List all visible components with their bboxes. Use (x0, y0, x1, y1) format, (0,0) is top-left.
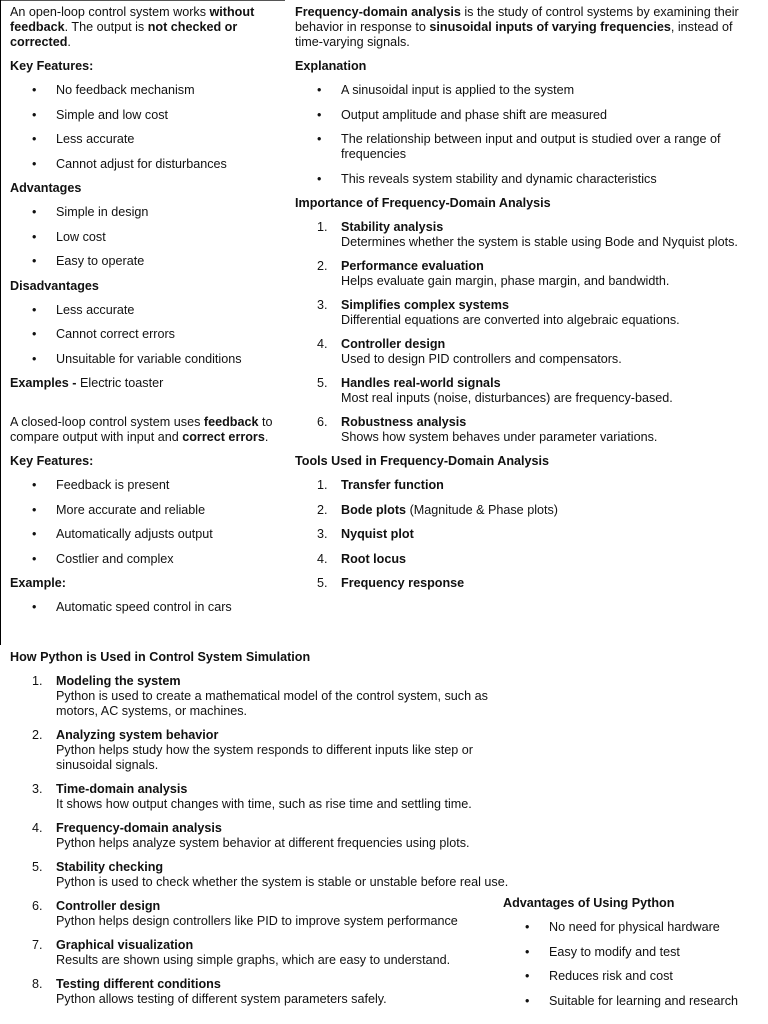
explanation-list (295, 83, 757, 187)
list-item: • More accurate and reliable (10, 503, 286, 518)
list-number: 2. (317, 259, 328, 273)
list-item-title: Controller design (56, 899, 161, 913)
list-number: 7. (32, 938, 43, 952)
list-number: 4. (317, 551, 328, 566)
list-item-title: Time-domain analysis (56, 782, 188, 796)
list-item: • Less accurate (10, 303, 286, 318)
open-loop-key-features-heading: Key Features: (10, 59, 94, 73)
frequency-intro: Frequency-domain analysis is the study of control systems by examining their behavior in response to sinusoidal inputs of varying frequencies, instead of time-varying signals. (295, 5, 739, 49)
list-item: • Less accurate (10, 132, 286, 147)
tools-list (295, 478, 757, 591)
list-item (295, 478, 757, 493)
list-item: • Easy to operate (10, 254, 286, 269)
explanation-heading: Explanation (295, 59, 367, 73)
python-advantages-heading: Advantages of Using Python (503, 896, 675, 910)
list-item: • No need for physical hardware (503, 920, 761, 935)
list-number: 3. (317, 527, 328, 541)
python-heading: How Python is Used in Control System Simulation (10, 650, 311, 664)
python-usage-list (10, 674, 510, 1007)
list-item (10, 977, 510, 1007)
list-item-desc: Python allows testing of different system parameters safely. (56, 992, 387, 1006)
list-item-desc: Results are shown using simple graphs, which are easy to understand. (56, 953, 451, 967)
list-item (10, 728, 510, 773)
right-column (295, 5, 757, 601)
list-item: • The relationship between input and output is studied over a range of frequencies (295, 132, 757, 162)
list-item-desc: Determines whether the system is stable using Bode and Nyquist plots. (341, 235, 738, 249)
left-divider (0, 0, 1, 645)
list-item: • Suitable for learning and research (503, 994, 761, 1009)
list-item: • Costlier and complex (10, 552, 286, 567)
list-item-desc: Shows how system behaves under parameter variations. (341, 430, 658, 444)
list-item-title: Stability checking (56, 860, 164, 874)
closed-loop-example-heading: Example: (10, 576, 66, 590)
list-item-title: Frequency-domain analysis (56, 821, 222, 835)
list-item-title: Testing different conditions (56, 977, 221, 991)
list-item-title: Modeling the system (56, 674, 181, 688)
closed-loop-key-features-list (10, 478, 286, 567)
list-item (295, 576, 757, 591)
list-item: • Easy to modify and test (503, 945, 761, 960)
list-number: 6. (317, 415, 328, 429)
list-item (295, 220, 757, 250)
list-item-desc: Differential equations are converted into algebraic equations. (341, 313, 680, 327)
list-number: 3. (317, 298, 328, 312)
list-item (10, 821, 510, 851)
closed-loop-examples-list (10, 600, 286, 615)
list-item (295, 337, 757, 367)
list-item-desc: Helps evaluate gain margin, phase margin, and bandwidth. (341, 274, 670, 288)
list-item-title: Simplifies complex systems (341, 298, 509, 312)
list-item-title: Analyzing system behavior (56, 728, 219, 742)
list-item: • Automatically adjusts output (10, 527, 286, 542)
list-item-title: Stability analysis (341, 220, 444, 234)
list-item-desc: It shows how output changes with time, such as rise time and settling time. (56, 797, 472, 811)
list-item: • Automatic speed control in cars (10, 600, 286, 615)
list-item: • Reduces risk and cost (503, 969, 761, 984)
list-item-title: Frequency response (341, 576, 465, 590)
closed-loop-key-features-heading: Key Features: (10, 454, 94, 468)
list-number: 4. (317, 337, 328, 351)
list-item: • Unsuitable for variable conditions (10, 352, 286, 367)
list-number: 4. (32, 821, 43, 835)
list-item-title: Handles real-world signals (341, 376, 501, 390)
list-item-title: Performance evaluation (341, 259, 484, 273)
list-number: 1. (32, 674, 43, 688)
open-loop-intro: An open-loop control system works without feedback. The output is not checked or corrected. (10, 5, 255, 49)
list-item-title: Bode plots (341, 502, 407, 517)
list-item (295, 415, 757, 445)
list-item (10, 938, 510, 968)
list-number: 1. (317, 220, 328, 234)
list-item: • Feedback is present (10, 478, 286, 493)
list-item (10, 782, 510, 812)
python-advantages-section (503, 896, 761, 1018)
list-number: 5. (317, 576, 328, 590)
open-loop-key-features-list (10, 83, 286, 172)
list-item: • Simple in design (10, 205, 286, 220)
list-item (295, 527, 757, 542)
list-item-title: Nyquist plot (341, 527, 414, 541)
closed-loop-intro: A closed-loop control system uses feedback to compare output with input and correct errors. (10, 415, 273, 444)
list-item-title: Robustness analysis (341, 415, 467, 429)
list-item (10, 860, 510, 890)
list-item: • This reveals system stability and dynamic characteristics (295, 172, 757, 187)
open-loop-advantages-heading: Advantages (10, 181, 82, 195)
list-item-title: Controller design (341, 337, 446, 351)
list-item: • Cannot adjust for disturbances (10, 157, 286, 172)
list-item-desc: Python helps design controllers like PID to improve system performance (56, 914, 458, 928)
list-item (295, 503, 757, 518)
list-item: • No feedback mechanism (10, 83, 286, 98)
list-number: 3. (32, 782, 43, 796)
list-item: • Low cost (10, 230, 286, 245)
list-item-title: Root locus (341, 551, 407, 566)
importance-heading: Importance of Frequency-Domain Analysis (295, 196, 551, 210)
open-loop-examples: Examples - Electric toaster (10, 376, 164, 390)
list-item: • Simple and low cost (10, 108, 286, 123)
list-item-desc: Used to design PID controllers and compensators. (341, 352, 622, 366)
list-item-title: Graphical visualization (56, 938, 194, 952)
open-loop-disadvantages-heading: Disadvantages (10, 278, 99, 293)
list-item (10, 899, 510, 929)
list-item (10, 674, 510, 719)
importance-list (295, 220, 757, 445)
list-number: 5. (317, 376, 328, 390)
list-item-title: Transfer function (341, 478, 444, 492)
python-section (10, 650, 510, 1016)
open-loop-disadvantages-list (10, 303, 286, 367)
list-item: • A sinusoidal input is applied to the system (295, 83, 757, 98)
python-advantages-list (503, 920, 761, 1009)
list-item: • Output amplitude and phase shift are measured (295, 108, 757, 123)
list-item-desc: Python is used to check whether the system is stable or unstable before real use. (56, 875, 509, 889)
list-number: 1. (317, 478, 328, 492)
list-item-desc: Python helps analyze system behavior at different frequencies using plots. (56, 836, 470, 850)
tools-heading: Tools Used in Frequency-Domain Analysis (295, 454, 550, 468)
list-item (295, 259, 757, 289)
list-item: • Cannot correct errors (10, 327, 286, 342)
list-item (295, 552, 757, 567)
list-item-desc: Most real inputs (noise, disturbances) are frequency-based. (341, 391, 673, 405)
top-divider (0, 0, 285, 1)
list-item (295, 376, 757, 406)
list-item-extra: (Magnitude & Phase plots) (406, 502, 558, 517)
list-item-desc: Python helps study how the system responds to different inputs like step or sinusoidal signals. (56, 743, 473, 772)
left-column (10, 5, 286, 624)
list-number: 5. (32, 860, 43, 874)
open-loop-advantages-list (10, 205, 286, 269)
list-number: 8. (32, 977, 43, 991)
list-number: 6. (32, 899, 43, 913)
list-item (295, 298, 757, 328)
list-number: 2. (32, 728, 43, 742)
list-number: 2. (317, 502, 328, 517)
list-item-desc: Python is used to create a mathematical model of the control system, such as motors, AC systems, or machines. (56, 689, 488, 718)
